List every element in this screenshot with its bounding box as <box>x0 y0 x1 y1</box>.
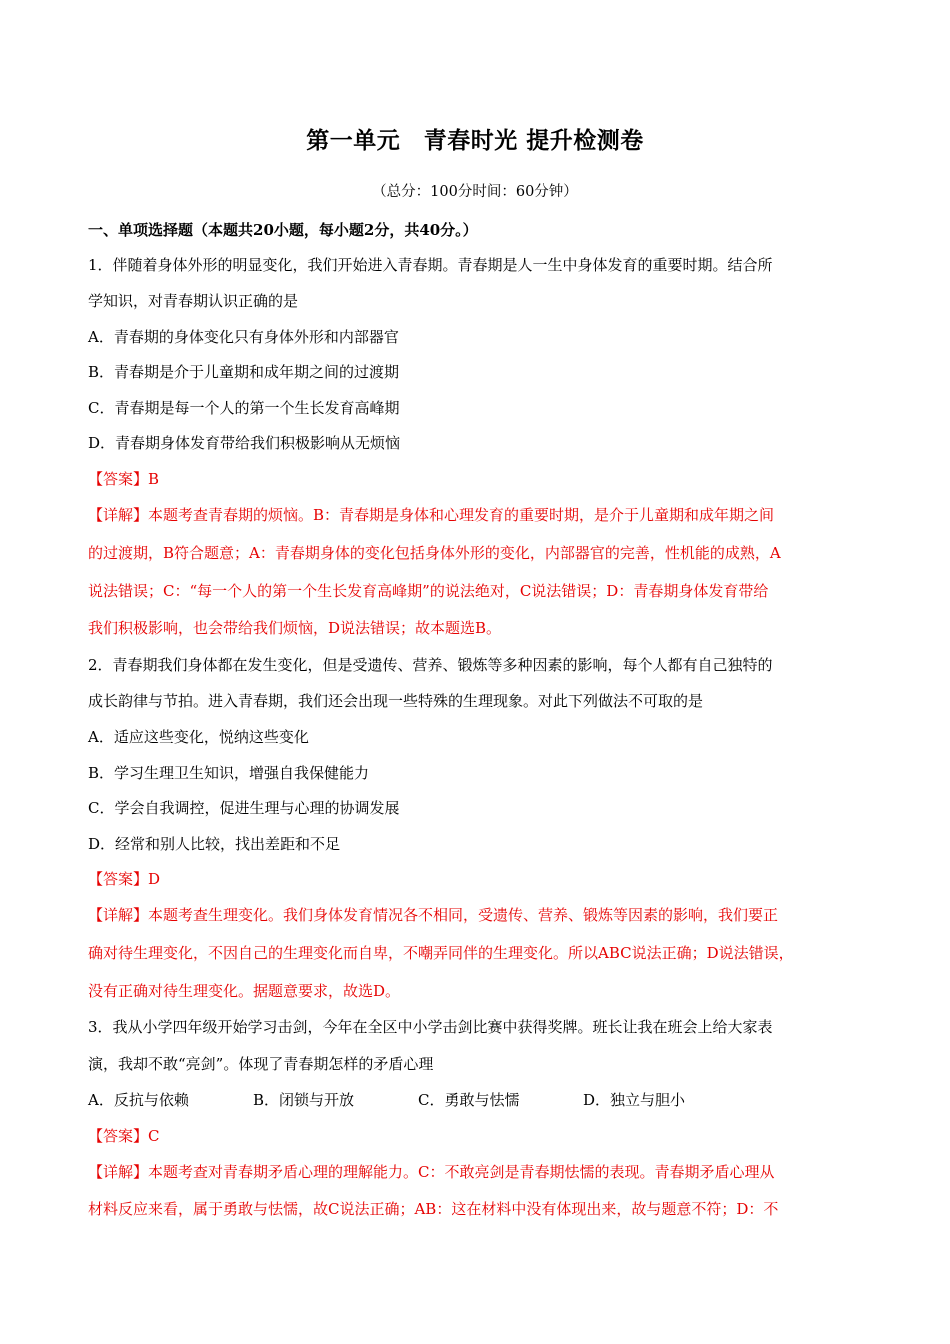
q3-detail-line-2: 材料反应来看，属于勇敢与怯懦，故C说法正确；AB：这在材料中没有体现出来，故与题意不符；D：不 <box>88 1200 779 1218</box>
q1-stem-line-1: 1．伴随着身体外形的明显变化，我们开始进入青春期。青春期是人一生中身体发育的重要时期。结合所 <box>88 256 773 274</box>
q2-option-b: B．学习生理卫生知识，增强自我保健能力 <box>88 764 370 782</box>
q1-option-b: B．青春期是介于儿童期和成年期之间的过渡期 <box>88 363 400 381</box>
q2-stem-line-1: 2．青春期我们身体都在发生变化，但是受遗传、营养、锻炼等多种因素的影响，每个人都有自己独特的 <box>88 656 773 674</box>
q2-answer: 【答案】D <box>88 870 161 888</box>
q1-detail-line-4: 我们积极影响，也会带给我们烦恼，D说法错误；故本题选B。 <box>88 619 502 637</box>
page-title: 第一单元 青春时光 提升检测卷 <box>306 127 644 154</box>
q2-option-c: C．学会自我调控，促进生理与心理的协调发展 <box>88 799 400 817</box>
q3-options-row <box>88 1089 878 1111</box>
q3-answer: 【答案】C <box>88 1127 160 1145</box>
q3-stem-line-2: 演，我却不敢“亮剑”。体现了青春期怎样的矛盾心理 <box>88 1055 434 1073</box>
q1-detail-line-1: 【详解】本题考查青春期的烦恼。B：青春期是身体和心理发育的重要时期，是介于儿童期和成年期之间 <box>88 506 775 524</box>
q3-option-b: B．闭锁与开放 <box>253 1091 355 1109</box>
q3-option-a: A．反抗与依赖 <box>88 1091 189 1109</box>
q1-detail-line-2: 的过渡期，B符合题意；A：青春期身体的变化包括身体外形的变化，内部器官的完善，性机能的成熟，A <box>88 544 781 562</box>
score-time-info: （总分：100分时间：60分钟） <box>372 184 578 200</box>
q2-detail-line-3: 没有正确对待生理变化。据题意要求，故选D。 <box>88 982 401 1000</box>
q1-stem-line-2: 学知识，对青春期认识正确的是 <box>88 292 299 310</box>
q3-option-c: C．勇敢与怯懦 <box>418 1091 520 1109</box>
q2-detail-line-2: 确对待生理变化，不因自己的生理变化而自卑，不嘲弄同伴的生理变化。所以ABC说法正确；D说法错误， <box>88 944 794 962</box>
q3-stem-line-1: 3．我从小学四年级开始学习击剑，今年在全区中小学击剑比赛中获得奖牌。班长让我在班会上给大家表 <box>88 1018 773 1036</box>
q3-detail-line-1: 【详解】本题考查对青春期矛盾心理的理解能力。C：不敢亮剑是青春期怯懦的表现。青春期矛盾心理从 <box>88 1163 775 1181</box>
section-heading: 一、单项选择题（本题共20小题，每小题2分，共40分。） <box>88 221 478 239</box>
q1-answer: 【答案】B <box>88 470 160 488</box>
q1-option-a: A．青春期的身体变化只有身体外形和内部器官 <box>88 328 399 346</box>
q2-stem-line-2: 成长韵律与节拍。进入青春期，我们还会出现一些特殊的生理现象。对此下列做法不可取的是 <box>88 692 704 710</box>
q2-option-a: A．适应这些变化，悦纳这些变化 <box>88 728 309 746</box>
q2-detail-line-1: 【详解】本题考查生理变化。我们身体发育情况各不相同，受遗传、营养、锻炼等因素的影响，我们要正 <box>88 906 779 924</box>
q2-option-d: D．经常和别人比较，找出差距和不足 <box>88 835 341 853</box>
q1-option-d: D．青春期身体发育带给我们积极影响从无烦恼 <box>88 434 401 452</box>
q3-option-d: D．独立与胆小 <box>583 1091 686 1109</box>
q1-detail-line-3: 说法错误；C：“每一个人的第一个生长发育高峰期”的说法绝对，C说法错误；D：青春期身体发育带给 <box>88 582 769 600</box>
q1-option-c: C．青春期是每一个人的第一个生长发育高峰期 <box>88 399 400 417</box>
